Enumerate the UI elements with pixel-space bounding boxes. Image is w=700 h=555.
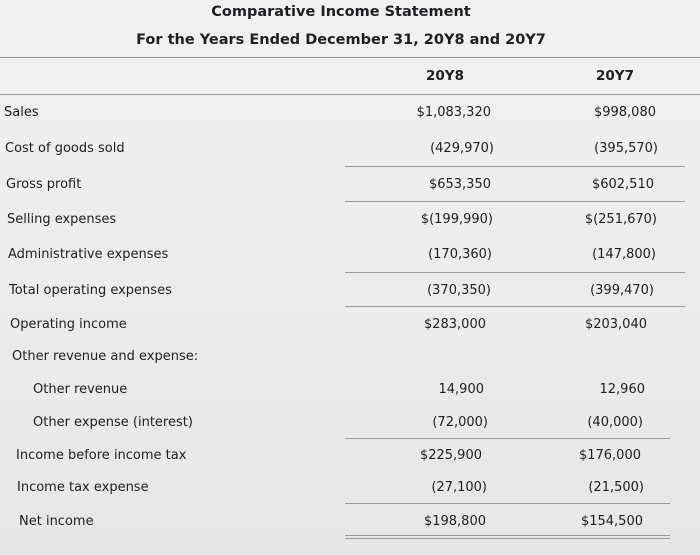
value-other-revenue-20y8: 14,900: [438, 382, 484, 397]
rule-after-admin: [345, 272, 685, 273]
row-label-operating-income: Operating income: [10, 317, 127, 332]
column-header-20y7: 20Y7: [596, 68, 634, 84]
value-selling-20y7: $(251,670): [584, 212, 657, 227]
value-income-tax-20y8: (27,100): [431, 480, 487, 495]
rule-after-other-expense: [345, 438, 670, 439]
row-label-income-tax: Income tax expense: [17, 480, 149, 495]
value-income-before-tax-20y8: $225,900: [419, 448, 482, 463]
double-rule-top: [345, 535, 670, 536]
value-other-revenue-20y7: 12,960: [599, 382, 645, 397]
value-sales-20y8: $1,083,320: [416, 105, 491, 120]
rule-after-income-tax: [345, 503, 670, 504]
value-cogs-20y8: (429,970): [430, 141, 494, 156]
value-total-operating-20y7: (399,470): [590, 283, 654, 298]
row-label-admin-expenses: Administrative expenses: [8, 247, 169, 262]
statement-title: Comparative Income Statement: [211, 4, 471, 20]
header-top-rule: [0, 57, 700, 58]
value-admin-20y8: (170,360): [428, 247, 492, 262]
row-label-other-rev-exp: Other revenue and expense:: [12, 349, 199, 364]
value-total-operating-20y8: (370,350): [427, 283, 491, 298]
rule-after-gross-profit: [345, 201, 685, 202]
value-other-expense-20y8: (72,000): [432, 415, 488, 430]
row-label-sales: Sales: [4, 105, 39, 120]
row-label-other-revenue: Other revenue: [33, 382, 128, 397]
value-gross-profit-20y7: $602,510: [591, 177, 654, 192]
value-selling-20y8: $(199,990): [420, 212, 493, 227]
value-operating-income-20y7: $203,040: [584, 317, 647, 332]
value-sales-20y7: $998,080: [593, 105, 656, 120]
row-label-net-income: Net income: [19, 514, 94, 529]
value-income-before-tax-20y7: $176,000: [578, 448, 641, 463]
row-label-selling-expenses: Selling expenses: [7, 212, 117, 227]
rule-after-total-operating: [345, 306, 685, 307]
value-net-income-20y7: $154,500: [580, 514, 643, 529]
value-cogs-20y7: (395,570): [594, 141, 658, 156]
header-bottom-rule: [0, 94, 700, 95]
value-income-tax-20y7: (21,500): [588, 480, 644, 495]
value-other-expense-20y7: (40,000): [587, 415, 643, 430]
value-gross-profit-20y8: $653,350: [428, 177, 491, 192]
row-label-gross-profit: Gross profit: [6, 177, 82, 192]
value-operating-income-20y8: $283,000: [423, 317, 486, 332]
double-rule-bottom: [345, 538, 670, 539]
rule-after-cogs: [345, 166, 685, 167]
row-label-other-expense: Other expense (interest): [33, 415, 193, 430]
row-label-income-before-tax: Income before income tax: [16, 448, 187, 463]
statement-subtitle: For the Years Ended December 31, 20Y8 and 20Y7: [136, 32, 546, 48]
column-header-20y8: 20Y8: [426, 68, 464, 84]
value-admin-20y7: (147,800): [592, 247, 656, 262]
value-net-income-20y8: $198,800: [423, 514, 486, 529]
row-label-cogs: Cost of goods sold: [5, 141, 125, 156]
row-label-total-operating: Total operating expenses: [9, 283, 172, 298]
